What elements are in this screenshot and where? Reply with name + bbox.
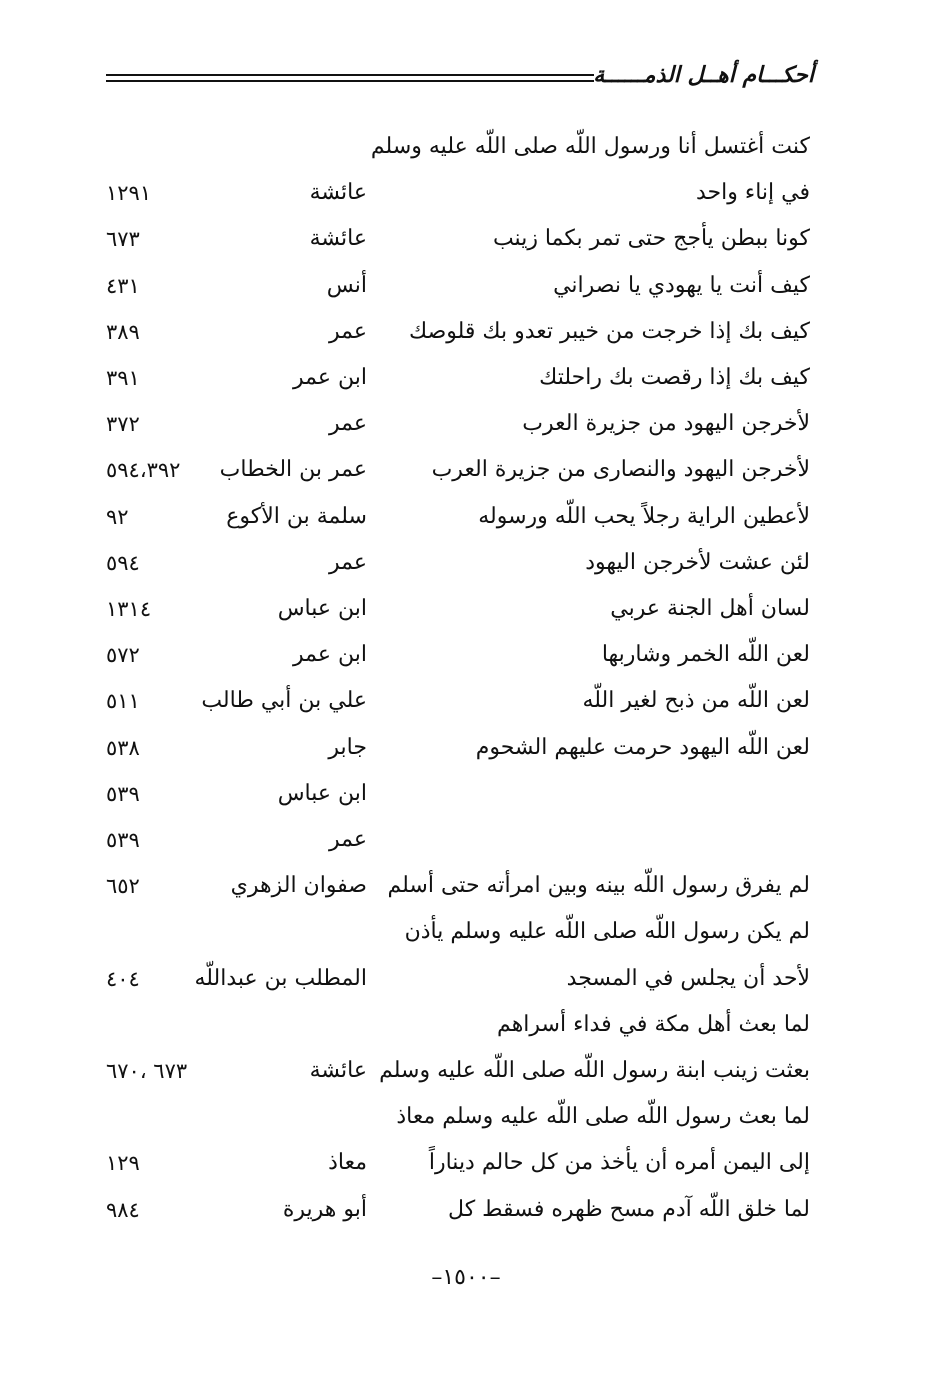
hadith-text: كونا ببطن يأجج حتى تمر بكما زينب [492, 226, 810, 252]
index-row [0, 771, 932, 817]
hadith-text: لم يفرق رسول اللّه بينه وبين امرأته حتى أسلم [387, 873, 810, 899]
hadith-text: لما خلق اللّه آدم مسح ظهره فسقط كل [448, 1196, 810, 1222]
hadith-text: كنت أغتسل أنا ورسول اللّه صلى اللّه عليه وسلم [370, 134, 810, 159]
page-references: ٥٣٩ [106, 781, 140, 806]
narrator-name: ابن عباس [277, 780, 367, 806]
narrator-name: عائشة [309, 226, 367, 252]
hadith-text: كيف بك إذا رقصت بك راحلتك [539, 365, 810, 390]
index-row [0, 263, 932, 309]
hadith-text: لما بعث أهل مكة في فداء أسراهم [497, 1011, 810, 1037]
page-references: ٦٥٢ [106, 874, 140, 899]
page-references: ٦٧٣ [106, 227, 140, 252]
narrator-name: ابن عباس [277, 596, 367, 621]
narrator-name: عائشة [309, 1058, 367, 1083]
page-references: ١٣١٤ [106, 597, 152, 621]
page-references: ٣٩١ [106, 366, 140, 390]
narrator-name: ابن عمر [293, 642, 367, 668]
index-row [0, 309, 932, 355]
page-references: ٥١١ [106, 689, 140, 714]
index-row [0, 909, 932, 955]
narrator-name: المطلب بن عبداللّه [194, 965, 367, 991]
page-references: ٣٨٩ [106, 319, 140, 344]
page-references: ٩٨٤ [106, 1197, 140, 1222]
index-row [0, 494, 932, 540]
index-row [0, 1002, 932, 1048]
page-references: ٦٧٣ ،٦٧٠ [106, 1059, 188, 1083]
page-references: ٤٠٤ [106, 966, 140, 991]
hadith-text: لعن اللّه الخمر وشاربها [601, 642, 810, 668]
index-row [0, 586, 932, 632]
index-row [0, 1187, 932, 1233]
page-references: ٥٩٤،٣٩٢ [106, 458, 181, 483]
index-row [0, 355, 932, 401]
narrator-name: عمر [329, 549, 367, 575]
index-row [0, 124, 932, 170]
page-references: ٤٣١ [106, 273, 140, 298]
index-row [0, 216, 932, 262]
index-row [0, 170, 932, 216]
hadith-text: لم يكن رسول اللّه صلى اللّه عليه وسلم يأذن [404, 919, 810, 945]
index-row [0, 817, 932, 863]
narrator-name: سلمة بن الأكوع [226, 503, 367, 529]
index-row [0, 401, 932, 447]
narrator-name: أنس [326, 272, 367, 298]
hadith-text: لسان أهل الجنة عربي [610, 596, 810, 621]
narrator-name: جابر [328, 734, 367, 760]
narrator-name: عمر [329, 827, 367, 852]
hadith-text: لأخرجن اليهود من جزيرة العرب [522, 411, 810, 437]
narrator-name: عائشة [309, 180, 367, 206]
page-references: ٥٧٢ [106, 643, 140, 668]
page-references: ١٢٩١ [106, 181, 152, 206]
hadith-text: لأخرجن اليهود والنصارى من جزيرة العرب [431, 457, 810, 483]
index-row [0, 540, 932, 586]
hadith-text: لئن عشت لأخرجن اليهود [585, 549, 810, 575]
hadith-text: إلى اليمن أمره أن يأخذ من كل حالم ديناراً [428, 1150, 810, 1176]
narrator-name: عمر بن الخطاب [219, 457, 367, 483]
narrator-name: علي بن أبي طالب [201, 688, 367, 714]
index-row [0, 1094, 932, 1140]
hadith-text: في إناء واحد [695, 180, 810, 206]
page-references: ٥٣٩ [106, 828, 140, 852]
hadith-text: لعن اللّه من ذبح لغير اللّه [582, 688, 810, 714]
page-number: –١٥٠٠– [431, 1265, 501, 1290]
hadith-text: كيف أنت يا يهودي يا نصراني [553, 272, 810, 298]
index-row [0, 956, 932, 1002]
index-row [0, 632, 932, 678]
page-references: ٥٩٤ [106, 550, 140, 575]
narrator-name: أبو هريرة [282, 1196, 367, 1222]
narrator-name: معاذ [328, 1150, 367, 1176]
hadith-text: لما بعث رسول اللّه صلى اللّه عليه وسلم معاذ [396, 1104, 810, 1130]
page-references: ٩٢ [106, 504, 129, 529]
hadith-text: لعن اللّه اليهود حرمت عليهم الشحوم [475, 734, 810, 760]
index-row [0, 1048, 932, 1094]
index-row [0, 1140, 932, 1186]
hadith-text: كيف بك إذا خرجت من خيبر تعدو بك قلوصك [409, 318, 810, 344]
hadith-text: لأعطين الراية رجلاً يحب اللّه ورسوله [478, 503, 810, 529]
narrator-name: صفوان الزهري [230, 873, 367, 899]
page-references: ٣٧٢ [106, 412, 140, 437]
index-row [0, 447, 932, 493]
narrator-name: عمر [329, 411, 367, 437]
hadith-text: بعثت زينب ابنة رسول اللّه صلى اللّه عليه وسلم [379, 1058, 810, 1083]
narrator-name: عمر [329, 318, 367, 344]
hadith-text: لأحد أن يجلس في المسجد [566, 965, 810, 991]
book-title: أحكـــام أهــل الذمــــــة [593, 62, 814, 88]
narrator-name: ابن عمر [293, 365, 367, 390]
index-row [0, 678, 932, 724]
index-row [0, 863, 932, 909]
page-references: ٥٣٨ [106, 735, 140, 760]
page-references: ١٢٩ [106, 1151, 140, 1176]
index-row [0, 725, 932, 771]
